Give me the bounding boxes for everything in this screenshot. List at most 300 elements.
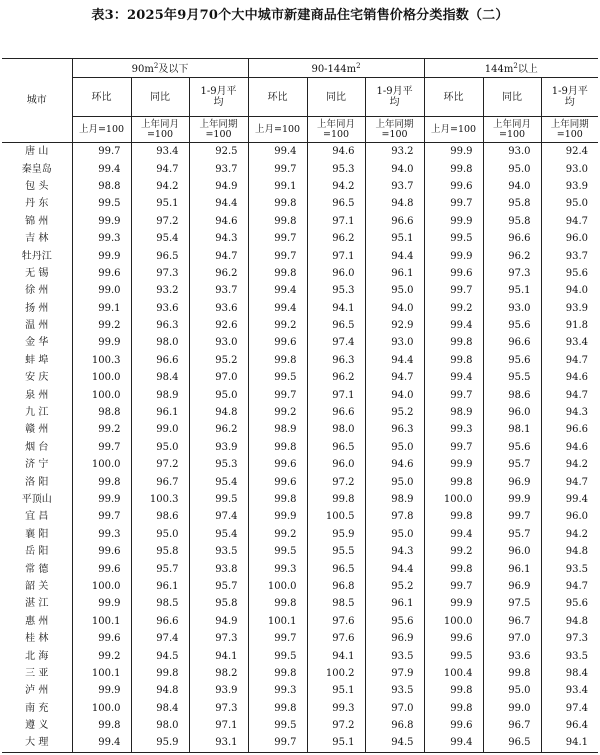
index-value: 99.5 bbox=[72, 195, 131, 212]
index-value: 93.6 bbox=[483, 647, 541, 664]
index-value: 93.0 bbox=[483, 143, 541, 161]
index-value: 100.5 bbox=[307, 508, 365, 525]
index-value: 99.2 bbox=[72, 317, 131, 334]
index-value: 99.2 bbox=[248, 317, 307, 334]
index-value: 97.1 bbox=[307, 213, 365, 230]
index-value: 99.9 bbox=[424, 143, 483, 161]
index-value: 94.7 bbox=[541, 213, 598, 230]
city-name: 泉 州 bbox=[25, 389, 49, 401]
index-value: 95.0 bbox=[365, 439, 424, 456]
index-value: 93.4 bbox=[541, 682, 598, 699]
index-value: 99.8 bbox=[424, 160, 483, 177]
index-value: 94.7 bbox=[365, 369, 424, 386]
index-value: 94.3 bbox=[189, 230, 248, 247]
index-value: 99.6 bbox=[72, 630, 131, 647]
index-value: 99.7 bbox=[248, 630, 307, 647]
city-name: 三 亚 bbox=[25, 667, 49, 679]
index-value: 99.0 bbox=[72, 282, 131, 299]
index-value: 96.3 bbox=[307, 352, 365, 369]
index-value: 93.8 bbox=[189, 560, 248, 577]
index-value: 99.4 bbox=[72, 734, 131, 752]
index-value: 99.5 bbox=[424, 230, 483, 247]
index-value: 97.3 bbox=[541, 630, 598, 647]
index-value: 96.6 bbox=[131, 613, 189, 630]
table-row bbox=[2, 317, 598, 334]
index-value: 96.2 bbox=[189, 265, 248, 282]
index-value: 93.2 bbox=[365, 143, 424, 161]
table-row bbox=[2, 665, 598, 682]
index-value: 96.9 bbox=[483, 578, 541, 595]
index-value: 98.5 bbox=[307, 595, 365, 612]
index-value: 96.0 bbox=[541, 230, 598, 247]
index-value: 96.3 bbox=[131, 317, 189, 334]
index-value: 99.9 bbox=[424, 247, 483, 264]
city-name: 遵 义 bbox=[25, 720, 49, 732]
city-name: 锦 州 bbox=[25, 215, 49, 227]
index-value: 95.6 bbox=[483, 352, 541, 369]
index-value: 96.9 bbox=[365, 630, 424, 647]
index-value: 95.0 bbox=[131, 439, 189, 456]
index-value: 94.8 bbox=[131, 682, 189, 699]
city-name: 北 海 bbox=[25, 650, 49, 662]
index-value: 96.3 bbox=[365, 421, 424, 438]
index-value: 96.7 bbox=[131, 473, 189, 490]
index-value: 96.2 bbox=[307, 369, 365, 386]
table-row bbox=[2, 630, 598, 647]
price-index-table bbox=[2, 58, 598, 753]
index-value: 100.3 bbox=[72, 352, 131, 369]
index-value: 99.8 bbox=[248, 439, 307, 456]
index-value: 95.9 bbox=[307, 526, 365, 543]
index-value: 100.0 bbox=[424, 613, 483, 630]
index-value: 99.9 bbox=[424, 595, 483, 612]
city-name: 平顶山 bbox=[21, 494, 52, 505]
table-row bbox=[2, 282, 598, 299]
index-value: 96.6 bbox=[541, 421, 598, 438]
index-value: 98.0 bbox=[307, 421, 365, 438]
index-value: 94.1 bbox=[307, 647, 365, 664]
index-value: 97.4 bbox=[189, 508, 248, 525]
index-value: 99.8 bbox=[424, 508, 483, 525]
index-value: 95.0 bbox=[483, 682, 541, 699]
table-row bbox=[2, 369, 598, 386]
index-value: 94.2 bbox=[541, 526, 598, 543]
city-name: 韶 关 bbox=[25, 580, 49, 592]
index-value: 96.1 bbox=[483, 560, 541, 577]
index-value: 99.5 bbox=[248, 369, 307, 386]
index-value: 91.8 bbox=[541, 317, 598, 334]
index-value: 99.2 bbox=[72, 647, 131, 664]
index-value: 93.0 bbox=[365, 334, 424, 351]
city-name: 蚌 埠 bbox=[25, 354, 49, 366]
index-value: 94.0 bbox=[365, 386, 424, 403]
index-value: 98.9 bbox=[131, 386, 189, 403]
table-row bbox=[2, 491, 598, 508]
index-value: 95.0 bbox=[189, 386, 248, 403]
index-value: 99.6 bbox=[248, 456, 307, 473]
city-name: 包 头 bbox=[25, 180, 49, 192]
index-value: 94.4 bbox=[365, 352, 424, 369]
index-value: 99.8 bbox=[424, 334, 483, 351]
city-name: 岳 阳 bbox=[25, 546, 49, 558]
index-value: 97.9 bbox=[365, 665, 424, 682]
index-value: 100.2 bbox=[307, 665, 365, 682]
column-header: 同比 bbox=[307, 78, 365, 117]
index-value: 99.0 bbox=[131, 421, 189, 438]
index-value: 93.5 bbox=[365, 682, 424, 699]
index-value: 95.6 bbox=[541, 265, 598, 282]
city-column-header: 城市 bbox=[2, 59, 72, 143]
index-value: 99.6 bbox=[248, 334, 307, 351]
index-value: 94.4 bbox=[365, 560, 424, 577]
index-value: 99.7 bbox=[483, 508, 541, 525]
index-value: 96.5 bbox=[307, 439, 365, 456]
index-value: 98.9 bbox=[248, 421, 307, 438]
index-value: 99.9 bbox=[72, 682, 131, 699]
index-value: 96.8 bbox=[307, 578, 365, 595]
index-value: 96.6 bbox=[307, 404, 365, 421]
index-value: 96.1 bbox=[365, 595, 424, 612]
table-row bbox=[2, 543, 598, 560]
index-value: 96.1 bbox=[131, 578, 189, 595]
index-value: 94.6 bbox=[365, 456, 424, 473]
index-value: 95.4 bbox=[131, 230, 189, 247]
index-value: 95.0 bbox=[365, 473, 424, 490]
index-value: 96.2 bbox=[307, 230, 365, 247]
city-name: 常 德 bbox=[25, 563, 49, 575]
index-value: 96.7 bbox=[483, 613, 541, 630]
table-row bbox=[2, 734, 598, 752]
index-value: 96.0 bbox=[483, 543, 541, 560]
index-value: 99.4 bbox=[541, 491, 598, 508]
index-value: 99.8 bbox=[248, 700, 307, 717]
index-value: 94.0 bbox=[365, 300, 424, 317]
index-value: 97.0 bbox=[483, 630, 541, 647]
index-value: 97.1 bbox=[307, 386, 365, 403]
table-row bbox=[2, 230, 598, 247]
index-value: 95.3 bbox=[307, 282, 365, 299]
index-value: 99.6 bbox=[72, 543, 131, 560]
index-value: 95.4 bbox=[189, 473, 248, 490]
index-value: 94.8 bbox=[541, 543, 598, 560]
base-header: 上年同月=100 bbox=[307, 117, 365, 143]
index-value: 100.1 bbox=[72, 665, 131, 682]
index-value: 95.0 bbox=[483, 160, 541, 177]
index-value: 100.1 bbox=[72, 613, 131, 630]
city-name: 惠 州 bbox=[25, 615, 49, 627]
table-row bbox=[2, 247, 598, 264]
index-value: 97.0 bbox=[189, 369, 248, 386]
index-value: 95.7 bbox=[483, 526, 541, 543]
index-value: 99.6 bbox=[424, 178, 483, 195]
table-row bbox=[2, 647, 598, 664]
city-name: 无 锡 bbox=[25, 267, 49, 279]
index-value: 95.6 bbox=[483, 439, 541, 456]
index-value: 93.6 bbox=[131, 300, 189, 317]
index-value: 99.9 bbox=[72, 213, 131, 230]
city-name: 金 华 bbox=[25, 337, 49, 349]
index-value: 98.5 bbox=[131, 595, 189, 612]
index-value: 94.3 bbox=[365, 543, 424, 560]
index-value: 99.3 bbox=[424, 421, 483, 438]
index-value: 93.0 bbox=[483, 300, 541, 317]
index-value: 96.5 bbox=[131, 247, 189, 264]
index-value: 97.3 bbox=[131, 265, 189, 282]
index-value: 95.7 bbox=[189, 578, 248, 595]
index-value: 99.4 bbox=[248, 282, 307, 299]
index-value: 100.0 bbox=[72, 578, 131, 595]
index-value: 98.8 bbox=[72, 404, 131, 421]
table-row bbox=[2, 717, 598, 734]
column-header: 1-9月平均 bbox=[365, 78, 424, 117]
index-value: 94.9 bbox=[189, 613, 248, 630]
group-header-large: $144m^2$以上 bbox=[424, 59, 598, 78]
index-value: 94.6 bbox=[189, 213, 248, 230]
index-value: 97.4 bbox=[307, 334, 365, 351]
index-value: 99.9 bbox=[483, 491, 541, 508]
index-value: 92.4 bbox=[541, 143, 598, 161]
index-value: 97.1 bbox=[189, 717, 248, 734]
index-value: 99.5 bbox=[248, 543, 307, 560]
index-value: 96.5 bbox=[483, 734, 541, 752]
index-value: 96.1 bbox=[131, 404, 189, 421]
index-value: 99.8 bbox=[72, 473, 131, 490]
index-value: 100.4 bbox=[424, 665, 483, 682]
index-value: 93.4 bbox=[131, 143, 189, 161]
index-value: 94.0 bbox=[483, 178, 541, 195]
index-value: 97.3 bbox=[189, 630, 248, 647]
index-value: 99.3 bbox=[248, 560, 307, 577]
index-value: 95.1 bbox=[307, 682, 365, 699]
index-value: 99.8 bbox=[307, 491, 365, 508]
index-value: 99.0 bbox=[483, 700, 541, 717]
city-name: 徐 州 bbox=[25, 285, 49, 297]
index-value: 95.0 bbox=[131, 526, 189, 543]
index-value: 95.6 bbox=[365, 613, 424, 630]
city-name: 泸 州 bbox=[25, 685, 49, 697]
index-value: 99.4 bbox=[248, 300, 307, 317]
index-value: 99.3 bbox=[248, 682, 307, 699]
index-value: 94.1 bbox=[307, 300, 365, 317]
index-value: 99.9 bbox=[72, 247, 131, 264]
table-row bbox=[2, 456, 598, 473]
index-value: 96.6 bbox=[365, 213, 424, 230]
city-name: 温 州 bbox=[25, 320, 49, 332]
index-value: 96.2 bbox=[483, 247, 541, 264]
index-value: 98.4 bbox=[131, 369, 189, 386]
city-name: 九 江 bbox=[25, 407, 49, 419]
table-row bbox=[2, 700, 598, 717]
index-value: 99.9 bbox=[424, 456, 483, 473]
index-value: 92.9 bbox=[365, 317, 424, 334]
index-value: 99.8 bbox=[424, 352, 483, 369]
index-value: 99.6 bbox=[424, 265, 483, 282]
index-value: 97.6 bbox=[307, 630, 365, 647]
city-name: 丹 东 bbox=[25, 198, 49, 210]
table-row bbox=[2, 195, 598, 212]
index-value: 99.8 bbox=[248, 265, 307, 282]
index-value: 93.7 bbox=[189, 282, 248, 299]
index-value: 95.8 bbox=[483, 195, 541, 212]
index-value: 95.2 bbox=[189, 352, 248, 369]
index-value: 92.5 bbox=[189, 143, 248, 161]
index-value: 95.6 bbox=[541, 595, 598, 612]
table-row bbox=[2, 508, 598, 525]
index-value: 99.8 bbox=[248, 491, 307, 508]
index-value: 94.5 bbox=[365, 734, 424, 752]
index-value: 98.0 bbox=[131, 334, 189, 351]
index-value: 99.7 bbox=[424, 282, 483, 299]
index-value: 99.5 bbox=[248, 717, 307, 734]
table-row bbox=[2, 439, 598, 456]
index-value: 99.5 bbox=[189, 491, 248, 508]
index-value: 97.0 bbox=[365, 700, 424, 717]
group-header-medium: $90-144m^2$ bbox=[248, 59, 424, 78]
index-value: 95.0 bbox=[365, 282, 424, 299]
city-name: 济 宁 bbox=[25, 459, 49, 471]
index-value: 94.1 bbox=[541, 734, 598, 752]
index-value: 99.3 bbox=[72, 230, 131, 247]
index-value: 99.7 bbox=[424, 195, 483, 212]
city-name: 扬 州 bbox=[25, 302, 49, 314]
index-value: 96.7 bbox=[483, 717, 541, 734]
city-name: 襄 阳 bbox=[25, 528, 49, 540]
table-row bbox=[2, 613, 598, 630]
index-value: 100.1 bbox=[248, 613, 307, 630]
table-row bbox=[2, 404, 598, 421]
index-value: 96.0 bbox=[307, 456, 365, 473]
index-value: 99.4 bbox=[424, 526, 483, 543]
index-value: 97.2 bbox=[307, 473, 365, 490]
index-value: 100.0 bbox=[72, 456, 131, 473]
index-value: 94.1 bbox=[189, 647, 248, 664]
index-value: 93.9 bbox=[189, 682, 248, 699]
index-value: 94.6 bbox=[307, 143, 365, 161]
index-value: 98.4 bbox=[131, 700, 189, 717]
index-value: 99.2 bbox=[72, 421, 131, 438]
index-value: 95.0 bbox=[365, 526, 424, 543]
index-value: 94.2 bbox=[541, 456, 598, 473]
table-row bbox=[2, 421, 598, 438]
city-name: 牡丹江 bbox=[21, 250, 52, 262]
index-value: 100.0 bbox=[72, 386, 131, 403]
table-row bbox=[2, 334, 598, 351]
index-value: 99.5 bbox=[424, 647, 483, 664]
index-value: 99.7 bbox=[248, 230, 307, 247]
table-row bbox=[2, 526, 598, 543]
index-value: 94.6 bbox=[541, 439, 598, 456]
index-value: 95.3 bbox=[189, 456, 248, 473]
index-value: 93.6 bbox=[189, 300, 248, 317]
index-value: 98.0 bbox=[131, 717, 189, 734]
index-value: 95.1 bbox=[307, 734, 365, 752]
index-value: 99.9 bbox=[72, 595, 131, 612]
index-value: 94.7 bbox=[131, 160, 189, 177]
index-value: 96.0 bbox=[483, 404, 541, 421]
index-value: 96.8 bbox=[365, 717, 424, 734]
index-value: 96.0 bbox=[541, 508, 598, 525]
index-value: 99.8 bbox=[131, 665, 189, 682]
city-name: 湛 江 bbox=[25, 598, 49, 610]
index-value: 94.9 bbox=[189, 178, 248, 195]
index-value: 98.6 bbox=[131, 508, 189, 525]
index-value: 99.2 bbox=[248, 526, 307, 543]
index-value: 97.4 bbox=[541, 700, 598, 717]
index-value: 96.2 bbox=[189, 421, 248, 438]
index-value: 99.3 bbox=[72, 526, 131, 543]
index-value: 94.4 bbox=[365, 247, 424, 264]
index-value: 100.0 bbox=[424, 491, 483, 508]
index-value: 99.1 bbox=[248, 178, 307, 195]
index-value: 99.9 bbox=[72, 491, 131, 508]
base-header: 上年同期=100 bbox=[365, 117, 424, 143]
index-value: 99.8 bbox=[424, 700, 483, 717]
city-name: 洛 阳 bbox=[25, 476, 49, 488]
index-value: 99.6 bbox=[248, 473, 307, 490]
index-value: 98.1 bbox=[483, 421, 541, 438]
table-row bbox=[2, 352, 598, 369]
index-value: 94.7 bbox=[541, 352, 598, 369]
index-value: 96.5 bbox=[307, 560, 365, 577]
index-value: 99.9 bbox=[248, 508, 307, 525]
index-value: 94.3 bbox=[541, 404, 598, 421]
index-value: 99.8 bbox=[424, 560, 483, 577]
index-value: 95.7 bbox=[483, 456, 541, 473]
index-value: 95.5 bbox=[483, 369, 541, 386]
base-header: 上年同月=100 bbox=[131, 117, 189, 143]
index-value: 95.1 bbox=[131, 195, 189, 212]
index-value: 99.3 bbox=[307, 700, 365, 717]
table-row bbox=[2, 595, 598, 612]
index-value: 99.8 bbox=[72, 717, 131, 734]
index-value: 97.3 bbox=[189, 700, 248, 717]
index-value: 94.4 bbox=[189, 195, 248, 212]
index-value: 99.4 bbox=[424, 734, 483, 752]
index-value: 100.0 bbox=[72, 700, 131, 717]
column-header: 环比 bbox=[72, 78, 131, 117]
index-value: 93.7 bbox=[541, 247, 598, 264]
index-value: 95.6 bbox=[483, 317, 541, 334]
column-header: 同比 bbox=[131, 78, 189, 117]
index-value: 94.7 bbox=[541, 386, 598, 403]
index-value: 99.8 bbox=[248, 195, 307, 212]
index-value: 96.0 bbox=[307, 265, 365, 282]
index-value: 94.8 bbox=[189, 404, 248, 421]
index-value: 99.2 bbox=[424, 543, 483, 560]
index-value: 95.1 bbox=[365, 230, 424, 247]
index-value: 95.4 bbox=[189, 526, 248, 543]
city-name: 宜 昌 bbox=[25, 511, 49, 523]
index-value: 96.1 bbox=[365, 265, 424, 282]
index-value: 94.6 bbox=[541, 369, 598, 386]
index-value: 99.1 bbox=[72, 300, 131, 317]
index-value: 99.6 bbox=[72, 265, 131, 282]
index-value: 95.2 bbox=[365, 404, 424, 421]
index-value: 99.8 bbox=[483, 665, 541, 682]
table-row bbox=[2, 386, 598, 403]
index-value: 95.0 bbox=[541, 195, 598, 212]
city-name: 南 充 bbox=[25, 702, 49, 714]
group-header-small: $90m^2$及以下 bbox=[72, 59, 248, 78]
base-header: 上月=100 bbox=[248, 117, 307, 143]
index-value: 98.9 bbox=[424, 404, 483, 421]
index-value: 99.4 bbox=[424, 317, 483, 334]
table-row bbox=[2, 160, 598, 177]
index-value: 94.0 bbox=[541, 282, 598, 299]
index-value: 100.0 bbox=[248, 578, 307, 595]
index-value: 99.7 bbox=[72, 439, 131, 456]
index-value: 99.2 bbox=[248, 404, 307, 421]
